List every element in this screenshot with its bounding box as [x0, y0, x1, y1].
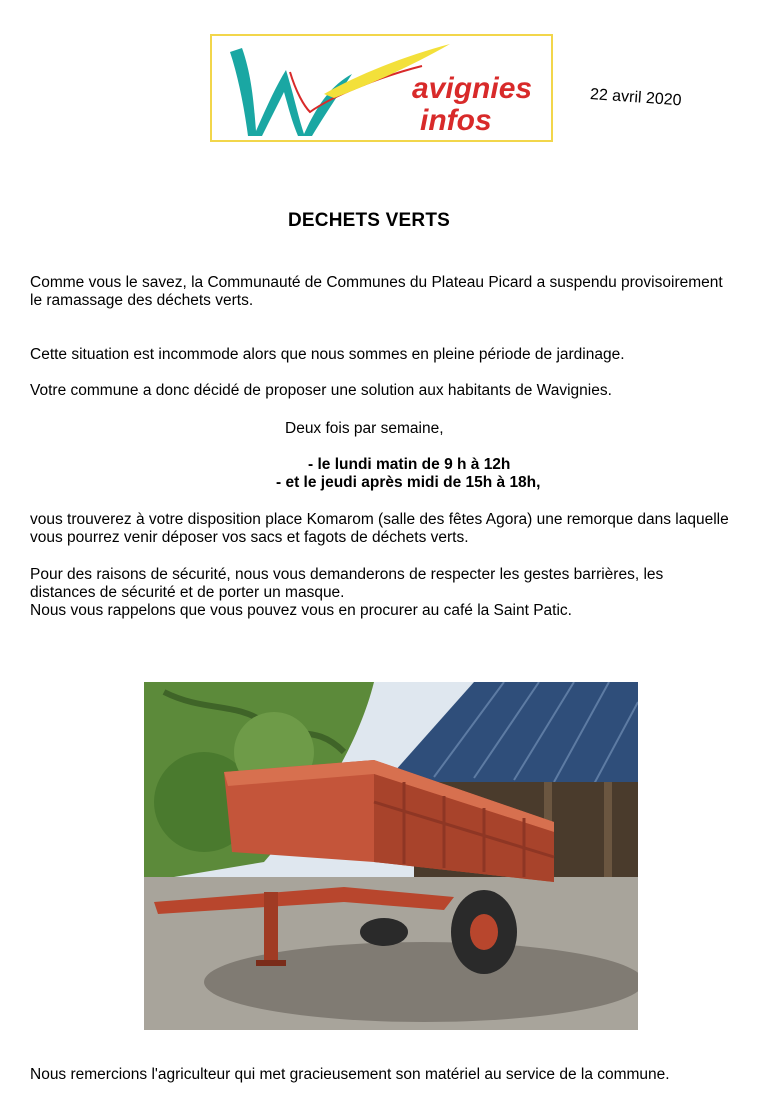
paragraph-5b: Nous vous rappelons que vous pouvez vous en procurer au café la Saint Patic. [30, 602, 572, 619]
logo-text-line1: avignies [412, 72, 533, 105]
paragraph-5a: Pour des raisons de sécurité, nous vous demanderons de respecter les gestes barrières, les distances de sécurité et de porter un masque. [30, 566, 664, 601]
trailer-photo [144, 682, 638, 1030]
paragraph-4: vous trouverez à votre disposition place Komarom (salle des fêtes Agora) une remorque dans laquelle vous pourrez venir déposer vos sacs et fagots de déchets verts. [30, 511, 729, 546]
schedule-thursday: - et le jeudi après midi de 15h à 18h, [276, 474, 541, 491]
schedule-monday: - le lundi matin de 9 h à 12h [308, 456, 511, 473]
page-title: DECHETS VERTS [287, 210, 450, 231]
trailer-illustration [144, 682, 638, 1030]
closing-paragraph: Nous remercions l'agriculteur qui met gracieusement son matériel au service de la commune. [30, 1066, 670, 1083]
paragraph-1: Comme vous le savez, la Communauté de Communes du Plateau Picard a suspendu provisoirement le ramassage des déchets verts. [30, 274, 723, 309]
schedule-intro: Deux fois par semaine, [285, 420, 444, 437]
logo-text-line2: infos [420, 104, 492, 137]
document-date: 22 avril 2020 [589, 86, 683, 110]
wavignies-infos-logo [210, 34, 553, 142]
logo-graphic [212, 36, 551, 140]
paragraph-5 [30, 566, 730, 620]
paragraph-3: Votre commune a donc décidé de proposer une solution aux habitants de Wavignies. [30, 382, 612, 399]
paragraph-2: Cette situation est incommode alors que nous sommes en pleine période de jardinage. [30, 346, 625, 363]
